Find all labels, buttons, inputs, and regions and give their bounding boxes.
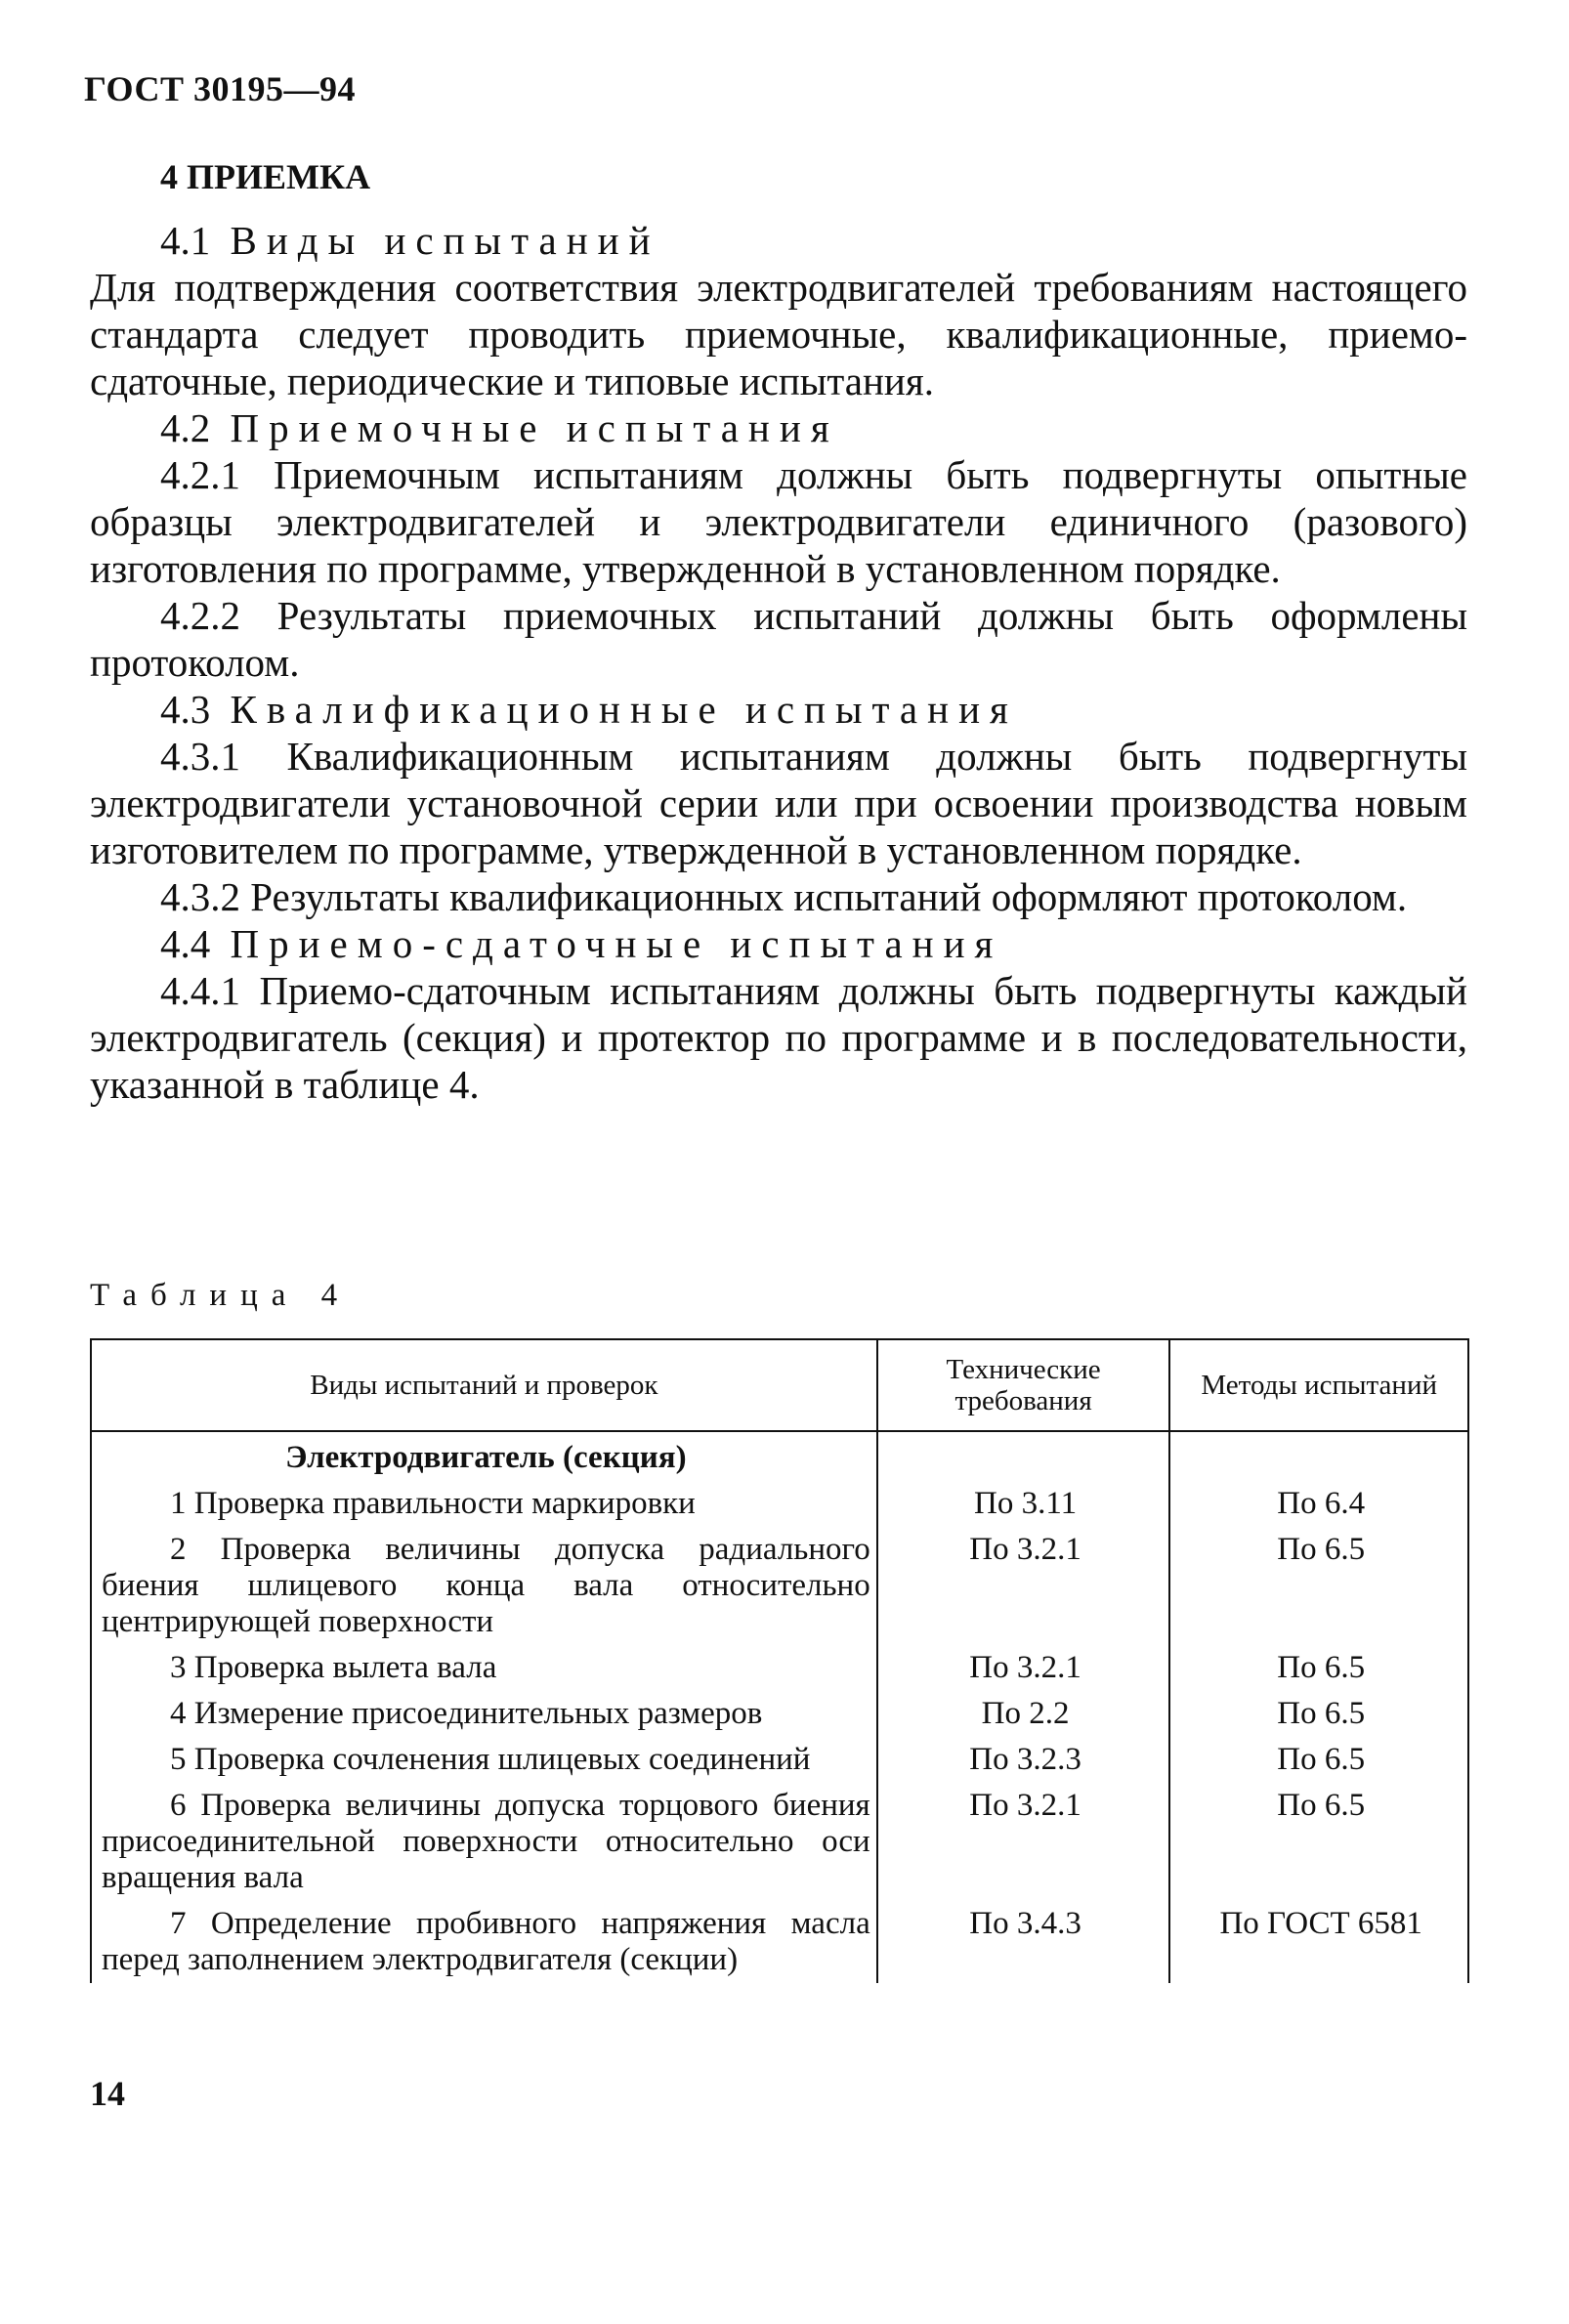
table-cell-empty: [1169, 1431, 1468, 1481]
test-name: 6 Проверка величины допуска торцового биения присоединительной поверхности относительно оси вращения вала: [91, 1783, 877, 1901]
paragraph-4-2-2: 4.2.2 Результаты приемочных испытаний должны быть оформлены протоколом.: [90, 593, 1467, 685]
table-row: [91, 1481, 1468, 1527]
test-requirement: По 3.2.1: [877, 1645, 1170, 1691]
subsection-title: Приемо-сдаточные испытания: [230, 921, 1003, 966]
column-header-methods: Методы испытаний: [1169, 1339, 1468, 1431]
subsection-heading-4-2: [90, 404, 1467, 451]
test-method: По 6.5: [1169, 1691, 1468, 1737]
table-row: [91, 1783, 1468, 1901]
table-row: [91, 1691, 1468, 1737]
test-requirement: По 3.2.1: [877, 1527, 1170, 1645]
test-method: По ГОСТ 6581: [1169, 1901, 1468, 1983]
paragraph-4-1: Для подтверждения соответствия электродвигателей требованиям настоящего стандарта следует проводить приемочные, квалификационные, приемо-сдаточные, периодические и типовые испытания.: [90, 265, 1467, 403]
test-name: 7 Определение пробивного напряжения масла перед заполнением электродвигателя (секции): [91, 1901, 877, 1983]
table-row: [91, 1737, 1468, 1783]
acceptance-tests-table: [90, 1338, 1469, 1983]
column-header-requirements: Технические требования: [877, 1339, 1170, 1431]
table-caption: Таблица 4: [90, 1278, 352, 1313]
subsection-number: 4.3: [160, 687, 211, 732]
subsection-title: Виды испытаний: [230, 218, 660, 263]
page-number: 14: [90, 2074, 125, 2113]
subsection-heading-4-3: [90, 686, 1467, 733]
subsection-title: Квалификационные испытания: [230, 687, 1018, 732]
subsection-number: 4.4: [160, 921, 211, 966]
table-row: [91, 1901, 1468, 1983]
group-label: Электродвигатель (секция): [91, 1431, 877, 1481]
test-requirement: По 3.11: [877, 1481, 1170, 1527]
test-name: 1 Проверка правильности маркировки: [91, 1481, 877, 1527]
paragraph-4-3-1: 4.3.1 Квалификационным испытаниям должны быть подвергнуты электродвигатели установочной серии или при освоении производства новым изготовителем по программе, утвержденной в установленном порядке.: [90, 734, 1467, 872]
test-requirement: По 3.2.3: [877, 1737, 1170, 1783]
test-method: По 6.5: [1169, 1737, 1468, 1783]
table-cell-empty: [877, 1431, 1170, 1481]
subsection-heading-4-1: [90, 217, 1467, 264]
test-name: 4 Измерение присоединительных размеров: [91, 1691, 877, 1737]
paragraph-4-4-1: 4.4.1 Приемо-сдаточным испытаниям должны быть подвергнуты каждый электродвигатель (секция) и протектор по программе и в последовательности, указанной в таблице 4.: [90, 968, 1467, 1107]
test-requirement: По 2.2: [877, 1691, 1170, 1737]
test-requirement: По 3.4.3: [877, 1901, 1170, 1983]
subsection-heading-4-4: [90, 920, 1467, 967]
table-header-row: [91, 1339, 1468, 1431]
test-name: 2 Проверка величины допуска радиального биения шлицевого конца вала относительно центрирующей поверхности: [91, 1527, 877, 1645]
paragraph-4-3-2: 4.3.2 Результаты квалификационных испытаний оформляют протоколом.: [160, 874, 1408, 919]
test-name: 5 Проверка сочленения шлицевых соединений: [91, 1737, 877, 1783]
test-method: По 6.5: [1169, 1527, 1468, 1645]
table-row: [91, 1645, 1468, 1691]
test-method: По 6.4: [1169, 1481, 1468, 1527]
column-header-test-type: Виды испытаний и проверок: [91, 1339, 877, 1431]
subsection-title: Приемочные испытания: [230, 405, 839, 450]
test-name: 3 Проверка вылета вала: [91, 1645, 877, 1691]
subsection-number: 4.2: [160, 405, 211, 450]
test-requirement: По 3.2.1: [877, 1783, 1170, 1901]
paragraph-4-2-1: 4.2.1 Приемочным испытаниям должны быть подвергнуты опытные образцы электродвигателей и электродвигатели единичного (разового) изготовления по программе, утвержденной в установленном порядке.: [90, 452, 1467, 591]
table-row: [91, 1527, 1468, 1645]
document-body: [90, 217, 1467, 1108]
subsection-number: 4.1: [160, 218, 211, 263]
document-header: ГОСТ 30195—94: [84, 69, 356, 108]
test-method: По 6.5: [1169, 1783, 1468, 1901]
test-method: По 6.5: [1169, 1645, 1468, 1691]
section-title: 4 ПРИЕМКА: [160, 157, 371, 196]
table-group-row: [91, 1431, 1468, 1481]
